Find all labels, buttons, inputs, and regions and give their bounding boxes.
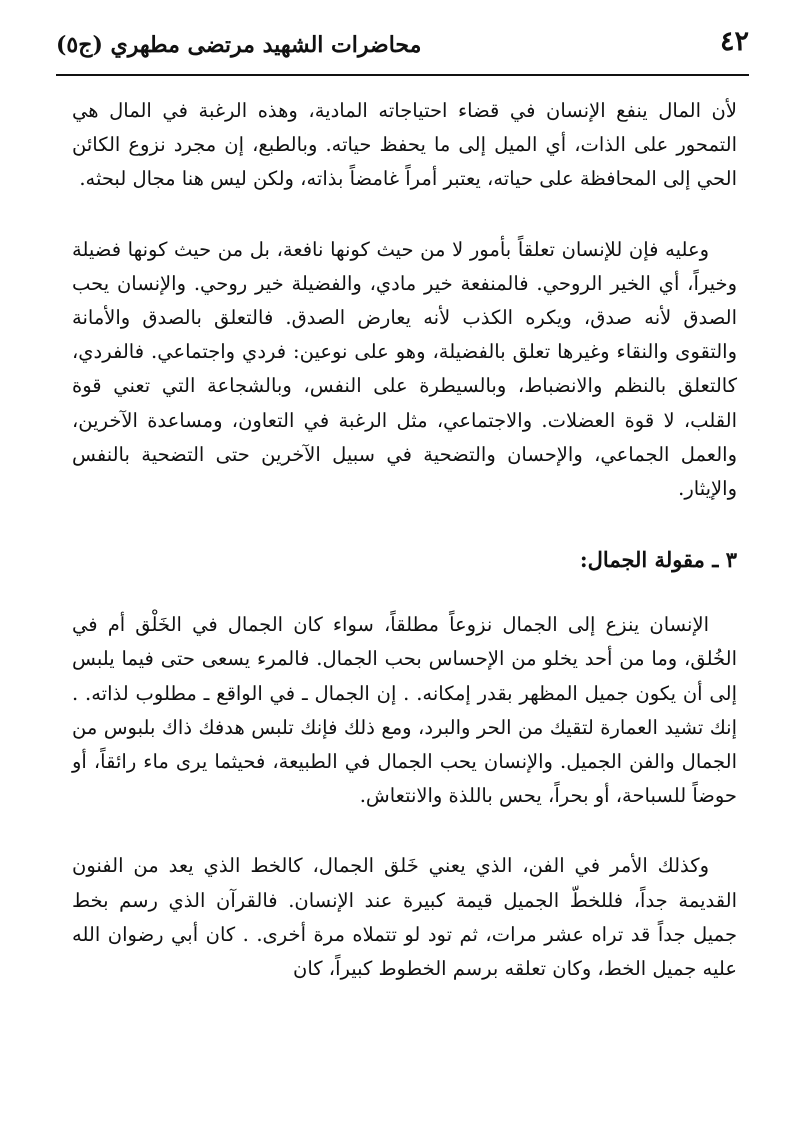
paragraph-gap — [72, 197, 737, 233]
page-number: ٤٢ — [719, 26, 749, 57]
paragraph-beauty: الإنسان ينزع إلى الجمال نزوعاً مطلقاً، سواء كان الجمال في الخَلْق أم في الخُلق، وما من أحد يخلو من الإحساس بحب الجمال. فالمرء يسعى حتى فيما يلبس إلى أن يكون جميل المظهر بقدر إمكانه. . إن الجمال ـ في الواقع ـ مطلوب لذاته. . إنك تشيد العمارة لتقيك من الحر والبرد، ومع ذلك فإنك تلبس هدفك ذاك بلبوس من الجمال والفن الجميل. والإنسان يحب الجمال في الطبيعة، فحيثما يرى ماء رائقاً، أو حوضاً للسباحة، أو بحراً، يحس باللذة والانتعاش. — [72, 613, 737, 808]
page-header — [56, 22, 749, 76]
paragraph-gap — [72, 578, 737, 608]
paragraph-virtue: وعليه فإن للإنسان تعلقاً بأمور لا من حيث كونها نافعة، بل من حيث كونها فضيلة وخيراً، أي الخير الروحي. فالمنفعة خير مادي، والفضيلة خير روحي. والإنسان يحب الصدق لأنه صدق، ويكره الكذب لأنه يعارض الصدق. فالتعلق بالصدق والأمانة والتقوى والنقاء وغيرها تعلق بالفضيلة، وهو على نوعين: فردي واجتماعي. فالفردي، كالتعلق بالنظم والانضباط، وبالسيطرة على النفس، وبالشجاعة التي تعني قوة القلب، لا قوة العضلات. والاجتماعي، مثل الرغبة في التعاون، ومساعدة الآخرين، والعمل الجماعي، والإحسان والتضحية في سبيل الآخرين حتى التضحية بالنفس والإيثار. — [72, 237, 737, 501]
body-text — [72, 94, 737, 986]
paragraph-gap — [72, 813, 737, 849]
section-heading-beauty: ٣ ـ مقولة الجمال: — [579, 547, 737, 573]
paragraph-gap — [72, 506, 737, 542]
paragraph-property-desire: لأن المال ينفع الإنسان في قضاء احتياجاته المادية، وهذه الرغبة في المال هي التمحور على الذات، أي الميل إلى ما يحفظ حياته. وبالطبع، إن مجرد نزوع الكائن الحي إلى المحافظة على حياته، يعتبر أمراً غامضاً بذاته، ولكن ليس هنا مجال لبحثه. — [72, 99, 737, 191]
paragraph-art-calligraphy: وكذلك الأمر في الفن، الذي يعني خَلق الجمال، كالخط الذي يعد من الفنون القديمة جداً، فللخطّ الجميل قيمة كبيرة عند الإنسان. فالقرآن الذي رسم بخط جميل جداً قد تراه عشر مرات، ثم تود لو تتملاه مرة أخرى. . كان أبي رضوان الله عليه جميل الخط، وكان تعلقه برسم الخطوط كبيراً، كان — [72, 854, 737, 981]
running-title: محاضرات الشهيد مرتضى مطهري (ج٥) — [56, 32, 422, 58]
